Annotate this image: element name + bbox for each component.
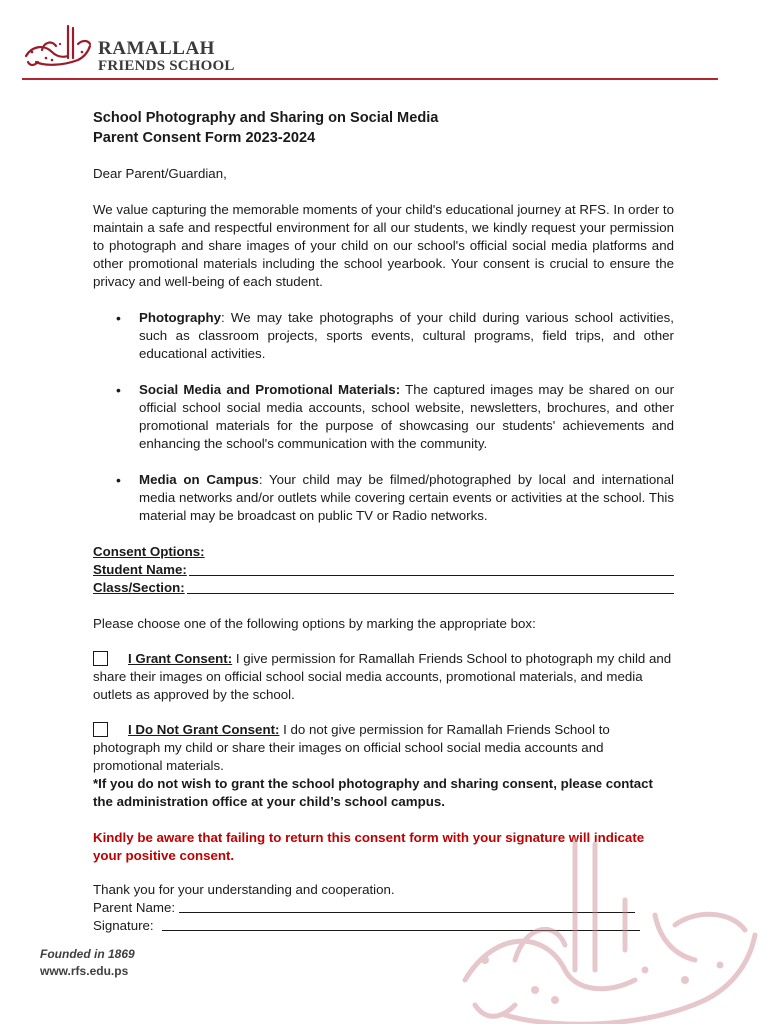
contact-note: *If you do not wish to grant the school photography and sharing consent, please contact the administration office at your child’s school campus. [93,776,653,809]
document-body [93,108,674,935]
footer [40,946,135,980]
arabic-calligraphy-logo-icon [22,22,94,70]
deny-consent-checkbox[interactable] [93,722,108,737]
closing-thanks: Thank you for your understanding and cooperation. [93,882,395,897]
consent-fields [93,543,674,597]
policy-item-photography [139,309,674,363]
policy-label: Media on Campus [139,472,259,487]
option-text: I do not give permission for Ramallah Friends School to photograph my child or share their images on official school social media accounts and promotional materials. [93,722,610,773]
school-wordmark [98,39,235,74]
policy-text: We may take photographs of your child during various school activities, such as classroom projects, sports events, cultural programs, field trips, and other educational activities. [139,310,674,361]
policy-text: The captured images may be shared on our official school social media accounts, school website, newsletters, brochures, and other promotional materials for the purpose of showcasing our students' achievements and enhancing the school's communication with the community. [139,382,674,451]
parent-name-input[interactable] [179,899,635,913]
greeting: Dear Parent/Guardian, [93,166,227,181]
policy-item-social-media [139,381,674,453]
class-section-label: Class/Section: [93,580,185,595]
school-name-line2: FRIENDS SCHOOL [98,58,235,74]
founded-text: Founded in 1869 [40,947,135,961]
option-text: I give permission for Ramallah Friends School to photograph my child and share their images on official school social media accounts, promotional materials, and media outlets as approved by the school. [93,651,672,702]
title-line1: School Photography and Sharing on Social Media [93,110,439,126]
policy-text: Your child may be filmed/photographed by local and international media networks and/or outlets while covering certain events or activities at the school. This material may be broadcast on public TV or Radio networks. [139,472,675,523]
title-line2: Parent Consent Form 2023-2024 [93,130,316,146]
policy-label-sep: : [221,310,225,325]
policy-label-sep: : [258,472,263,487]
parent-name-label: Parent Name: [93,900,176,915]
option-grant-consent [93,650,674,704]
header-divider [22,78,718,80]
option-deny-consent [93,721,674,775]
student-name-field[interactable] [93,561,674,579]
grant-consent-checkbox[interactable] [93,651,108,666]
school-name-line1: RAMALLAH [98,38,215,59]
instructions: Please choose one of the following options by marking the appropriate box: [93,616,536,631]
signature-label: Signature: [93,918,154,933]
intro-paragraph: We value capturing the memorable moments of your child's educational journey at RFS. In order to maintain a safe and respectful environment for all our students, we kindly request your permission to photograph and share images of your child on our school's official social media platforms and other promotional materials including the school yearbook. Your consent is crucial to ensure the privacy and well-being of each student. [93,202,674,289]
letterhead [22,22,722,82]
class-section-input[interactable] [187,579,674,594]
student-name-input[interactable] [189,561,674,576]
implied-consent-warning: Kindly be aware that failing to return this consent form with your signature will indicate your positive consent. [93,830,645,863]
policy-label: Photography [139,310,221,325]
website-link[interactable]: www.rfs.edu.ps [40,964,129,978]
document-title [93,108,674,148]
consent-options-heading: Consent Options: [93,544,205,559]
signature-input[interactable] [162,917,640,931]
option-label: I Grant Consent: [128,651,233,666]
policy-label: Social Media and Promotional Materials: [139,382,401,397]
policy-list [93,309,674,525]
option-label: I Do Not Grant Consent: [128,722,280,737]
parent-name-field[interactable] [93,899,674,917]
signature-field[interactable] [93,917,674,935]
student-name-label: Student Name: [93,562,187,577]
class-section-field[interactable] [93,579,674,597]
policy-item-media-on-campus [139,471,674,525]
